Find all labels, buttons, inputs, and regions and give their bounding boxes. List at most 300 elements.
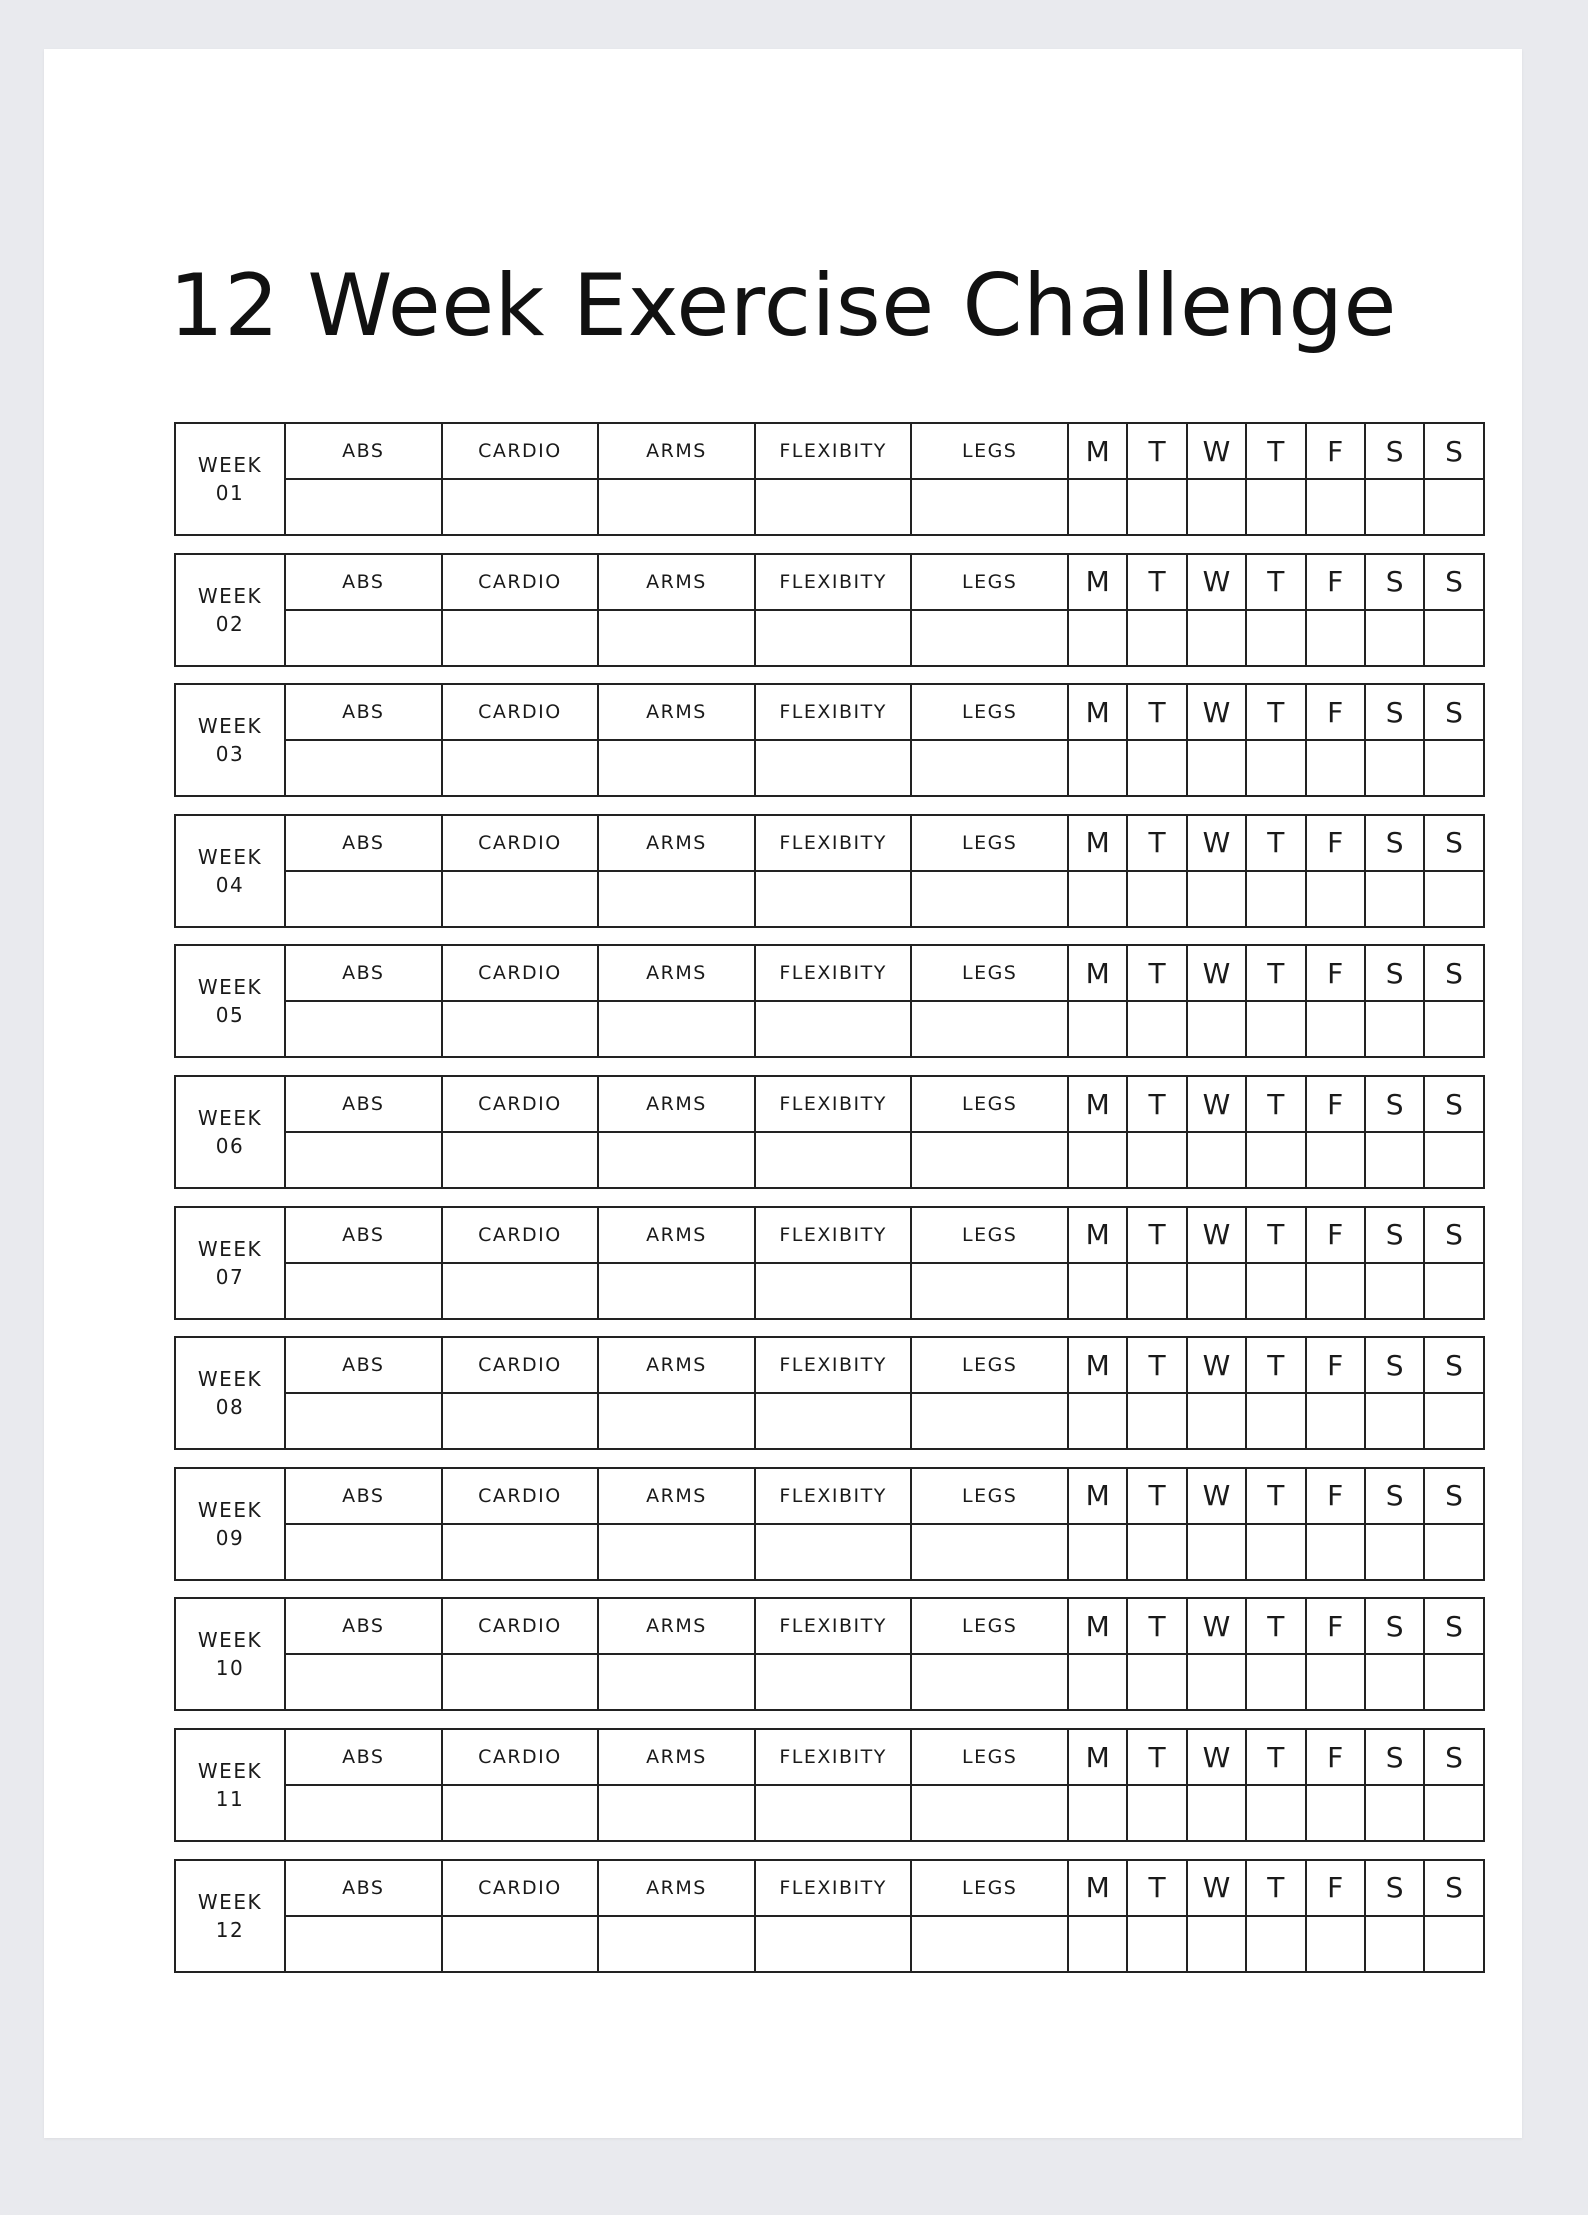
week-number: 02	[215, 611, 245, 636]
day-checkbox-cell[interactable]	[1187, 1524, 1246, 1580]
day-checkbox-cell[interactable]	[1365, 479, 1424, 535]
category-header: FLEXIBITY	[755, 945, 912, 1001]
day-checkbox-cell[interactable]	[1127, 1916, 1186, 1972]
category-entry-cell[interactable]	[285, 871, 442, 927]
week-number: 12	[215, 1917, 245, 1942]
day-checkbox-cell[interactable]	[1306, 1524, 1365, 1580]
day-header: S	[1365, 1468, 1424, 1524]
category-header: ABS	[285, 1860, 442, 1916]
category-entry-cell[interactable]	[598, 610, 755, 666]
category-header: FLEXIBITY	[755, 1729, 912, 1785]
category-entry-cell[interactable]	[442, 479, 599, 535]
day-checkbox-cell[interactable]	[1068, 1263, 1127, 1319]
category-header: LEGS	[911, 684, 1068, 740]
day-header: F	[1306, 684, 1365, 740]
day-checkbox-cell[interactable]	[1068, 740, 1127, 796]
category-entry-cell[interactable]	[442, 610, 599, 666]
category-entry-cell[interactable]	[442, 1263, 599, 1319]
category-entry-cell[interactable]	[911, 1654, 1068, 1710]
day-checkbox-cell[interactable]	[1306, 740, 1365, 796]
category-header: CARDIO	[442, 945, 599, 1001]
day-checkbox-cell[interactable]	[1306, 1001, 1365, 1057]
page-title: 12 Week Exercise Challenge	[169, 256, 1397, 356]
week-word: WEEK	[197, 1367, 263, 1392]
day-checkbox-cell[interactable]	[1424, 1263, 1483, 1319]
category-header: LEGS	[911, 1207, 1068, 1263]
day-checkbox-cell[interactable]	[1187, 1654, 1246, 1710]
week-label	[175, 423, 285, 535]
week-word: WEEK	[197, 1759, 263, 1783]
category-header: LEGS	[911, 1860, 1068, 1916]
day-header: T	[1246, 1729, 1305, 1785]
category-header: CARDIO	[442, 1468, 599, 1524]
week-label	[175, 945, 285, 1057]
day-header: S	[1424, 684, 1483, 740]
category-entry-cell[interactable]	[911, 740, 1068, 796]
category-entry-cell[interactable]	[285, 1654, 442, 1710]
day-header: S	[1424, 1729, 1483, 1785]
week-word: WEEK	[197, 1236, 263, 1261]
week-word: WEEK	[197, 1628, 263, 1653]
day-header: F	[1306, 1860, 1365, 1916]
day-header: S	[1365, 815, 1424, 871]
day-checkbox-cell[interactable]	[1068, 871, 1127, 927]
day-checkbox-cell[interactable]	[1365, 1263, 1424, 1319]
category-entry-cell[interactable]	[755, 1916, 912, 1972]
day-header: W	[1187, 1860, 1246, 1916]
day-header: T	[1127, 423, 1186, 479]
category-entry-cell[interactable]	[285, 1785, 442, 1841]
day-header: M	[1068, 684, 1127, 740]
day-checkbox-cell[interactable]	[1306, 1132, 1365, 1188]
day-header: F	[1306, 815, 1365, 871]
category-header: ABS	[285, 1598, 442, 1654]
day-checkbox-cell[interactable]	[1365, 1916, 1424, 1972]
category-entry-cell[interactable]	[442, 871, 599, 927]
day-header: W	[1187, 554, 1246, 610]
category-entry-cell[interactable]	[598, 1916, 755, 1972]
category-entry-cell[interactable]	[911, 1916, 1068, 1972]
category-entry-cell[interactable]	[598, 1263, 755, 1319]
category-header: LEGS	[911, 554, 1068, 610]
week-table	[174, 1336, 1485, 1450]
day-header: S	[1424, 423, 1483, 479]
day-checkbox-cell[interactable]	[1068, 1001, 1127, 1057]
category-entry-cell[interactable]	[442, 740, 599, 796]
day-checkbox-cell[interactable]	[1424, 740, 1483, 796]
day-checkbox-cell[interactable]	[1246, 479, 1305, 535]
day-checkbox-cell[interactable]	[1127, 740, 1186, 796]
week-number: 08	[215, 1395, 245, 1420]
day-header: F	[1306, 1076, 1365, 1132]
category-header: ABS	[285, 1207, 442, 1263]
day-checkbox-cell[interactable]	[1127, 871, 1186, 927]
category-header: ARMS	[598, 945, 755, 1001]
week-table	[174, 683, 1485, 797]
category-header: FLEXIBITY	[755, 1207, 912, 1263]
category-header: ARMS	[598, 1729, 755, 1785]
day-checkbox-cell[interactable]	[1424, 1001, 1483, 1057]
category-header: ARMS	[598, 1860, 755, 1916]
category-header: FLEXIBITY	[755, 815, 912, 871]
day-header: T	[1127, 1468, 1186, 1524]
category-header: LEGS	[911, 1598, 1068, 1654]
category-header: CARDIO	[442, 1207, 599, 1263]
category-header: ABS	[285, 1337, 442, 1393]
week-block	[174, 944, 1480, 1056]
category-entry-cell[interactable]	[755, 1785, 912, 1841]
category-header: CARDIO	[442, 815, 599, 871]
day-checkbox-cell[interactable]	[1068, 1132, 1127, 1188]
day-header: W	[1187, 423, 1246, 479]
day-header: T	[1127, 684, 1186, 740]
category-entry-cell[interactable]	[285, 610, 442, 666]
category-entry-cell[interactable]	[911, 1393, 1068, 1449]
category-entry-cell[interactable]	[285, 1524, 442, 1580]
day-checkbox-cell[interactable]	[1068, 1916, 1127, 1972]
category-header: LEGS	[911, 1337, 1068, 1393]
day-checkbox-cell[interactable]	[1306, 1916, 1365, 1972]
day-checkbox-cell[interactable]	[1365, 871, 1424, 927]
day-checkbox-cell[interactable]	[1127, 1654, 1186, 1710]
category-entry-cell[interactable]	[755, 1263, 912, 1319]
day-checkbox-cell[interactable]	[1187, 1132, 1246, 1188]
category-entry-cell[interactable]	[598, 1393, 755, 1449]
category-header: FLEXIBITY	[755, 1076, 912, 1132]
category-entry-cell[interactable]	[911, 1263, 1068, 1319]
week-word: WEEK	[197, 583, 263, 608]
day-checkbox-cell[interactable]	[1306, 1263, 1365, 1319]
day-checkbox-cell[interactable]	[1246, 1916, 1305, 1972]
week-label	[175, 1337, 285, 1449]
day-header: T	[1246, 945, 1305, 1001]
category-entry-cell[interactable]	[598, 1785, 755, 1841]
day-header: S	[1424, 1337, 1483, 1393]
day-checkbox-cell[interactable]	[1365, 1785, 1424, 1841]
day-checkbox-cell[interactable]	[1246, 1132, 1305, 1188]
day-header: S	[1365, 945, 1424, 1001]
day-checkbox-cell[interactable]	[1068, 1524, 1127, 1580]
day-header: T	[1246, 1076, 1305, 1132]
day-checkbox-cell[interactable]	[1424, 1654, 1483, 1710]
category-entry-cell[interactable]	[442, 1916, 599, 1972]
day-header: W	[1187, 1729, 1246, 1785]
day-checkbox-cell[interactable]	[1306, 871, 1365, 927]
day-checkbox-cell[interactable]	[1424, 479, 1483, 535]
day-checkbox-cell[interactable]	[1127, 1524, 1186, 1580]
category-header: ABS	[285, 1076, 442, 1132]
week-table	[174, 814, 1485, 928]
day-header: M	[1068, 554, 1127, 610]
category-header: CARDIO	[442, 1337, 599, 1393]
category-entry-cell[interactable]	[285, 1132, 442, 1188]
category-entry-cell[interactable]	[598, 1001, 755, 1057]
category-entry-cell[interactable]	[442, 1654, 599, 1710]
day-header: T	[1246, 684, 1305, 740]
day-checkbox-cell[interactable]	[1187, 871, 1246, 927]
day-header: F	[1306, 554, 1365, 610]
day-header: S	[1424, 1468, 1483, 1524]
category-entry-cell[interactable]	[755, 479, 912, 535]
week-label	[175, 1468, 285, 1580]
week-label	[175, 815, 285, 927]
category-entry-cell[interactable]	[911, 1524, 1068, 1580]
day-checkbox-cell[interactable]	[1187, 1263, 1246, 1319]
day-checkbox-cell[interactable]	[1246, 610, 1305, 666]
day-checkbox-cell[interactable]	[1187, 610, 1246, 666]
day-header: T	[1127, 1337, 1186, 1393]
category-entry-cell[interactable]	[285, 1001, 442, 1057]
day-checkbox-cell[interactable]	[1187, 479, 1246, 535]
week-table	[174, 1075, 1485, 1189]
category-entry-cell[interactable]	[911, 871, 1068, 927]
week-label	[175, 684, 285, 796]
day-checkbox-cell[interactable]	[1068, 479, 1127, 535]
week-word: WEEK	[197, 844, 263, 869]
day-header: S	[1365, 1337, 1424, 1393]
category-header: LEGS	[911, 423, 1068, 479]
week-number: 03	[215, 742, 245, 767]
day-header: S	[1365, 1076, 1424, 1132]
day-checkbox-cell[interactable]	[1187, 1393, 1246, 1449]
week-label	[175, 1076, 285, 1188]
day-header: F	[1306, 423, 1365, 479]
week-block	[174, 1728, 1480, 1840]
week-block	[174, 422, 1480, 534]
day-checkbox-cell[interactable]	[1424, 1393, 1483, 1449]
day-checkbox-cell[interactable]	[1365, 1132, 1424, 1188]
category-entry-cell[interactable]	[755, 1524, 912, 1580]
day-checkbox-cell[interactable]	[1187, 1001, 1246, 1057]
category-header: ARMS	[598, 1076, 755, 1132]
day-header: M	[1068, 1598, 1127, 1654]
day-checkbox-cell[interactable]	[1068, 610, 1127, 666]
day-checkbox-cell[interactable]	[1068, 1654, 1127, 1710]
category-entry-cell[interactable]	[285, 740, 442, 796]
category-entry-cell[interactable]	[755, 1654, 912, 1710]
day-checkbox-cell[interactable]	[1306, 610, 1365, 666]
week-block	[174, 1597, 1480, 1709]
week-table	[174, 422, 1485, 536]
day-checkbox-cell[interactable]	[1365, 1393, 1424, 1449]
category-header: CARDIO	[442, 684, 599, 740]
day-checkbox-cell[interactable]	[1365, 740, 1424, 796]
day-header: S	[1424, 1598, 1483, 1654]
day-checkbox-cell[interactable]	[1127, 479, 1186, 535]
week-block	[174, 814, 1480, 926]
category-entry-cell[interactable]	[442, 1001, 599, 1057]
category-entry-cell[interactable]	[598, 1524, 755, 1580]
category-header: CARDIO	[442, 1076, 599, 1132]
category-header: LEGS	[911, 1076, 1068, 1132]
week-word: WEEK	[197, 1889, 263, 1914]
day-checkbox-cell[interactable]	[1187, 740, 1246, 796]
day-header: M	[1068, 1468, 1127, 1524]
week-word: WEEK	[197, 1497, 263, 1522]
day-checkbox-cell[interactable]	[1246, 1263, 1305, 1319]
day-checkbox-cell[interactable]	[1127, 1132, 1186, 1188]
week-number: 01	[215, 481, 245, 505]
category-entry-cell[interactable]	[285, 479, 442, 535]
category-entry-cell[interactable]	[442, 1524, 599, 1580]
category-header: FLEXIBITY	[755, 1860, 912, 1916]
day-checkbox-cell[interactable]	[1246, 1524, 1305, 1580]
day-header: T	[1246, 1860, 1305, 1916]
week-block	[174, 683, 1480, 795]
day-checkbox-cell[interactable]	[1424, 610, 1483, 666]
week-number: 09	[215, 1525, 245, 1550]
category-entry-cell[interactable]	[911, 610, 1068, 666]
week-word: WEEK	[197, 714, 263, 739]
category-entry-cell[interactable]	[285, 1263, 442, 1319]
day-checkbox-cell[interactable]	[1246, 871, 1305, 927]
day-checkbox-cell[interactable]	[1365, 610, 1424, 666]
day-header: T	[1246, 554, 1305, 610]
day-header: T	[1127, 815, 1186, 871]
category-header: ABS	[285, 815, 442, 871]
day-checkbox-cell[interactable]	[1187, 1785, 1246, 1841]
day-checkbox-cell[interactable]	[1424, 1785, 1483, 1841]
category-header: ARMS	[598, 1207, 755, 1263]
day-header: W	[1187, 1076, 1246, 1132]
week-table	[174, 1597, 1485, 1711]
day-header: M	[1068, 1860, 1127, 1916]
day-header: T	[1246, 423, 1305, 479]
day-checkbox-cell[interactable]	[1306, 1654, 1365, 1710]
day-header: T	[1127, 554, 1186, 610]
planner-page	[44, 49, 1522, 2138]
day-checkbox-cell[interactable]	[1127, 1263, 1186, 1319]
category-entry-cell[interactable]	[911, 1001, 1068, 1057]
day-checkbox-cell[interactable]	[1306, 1785, 1365, 1841]
category-header: ABS	[285, 554, 442, 610]
day-checkbox-cell[interactable]	[1187, 1916, 1246, 1972]
day-header: F	[1306, 1598, 1365, 1654]
day-checkbox-cell[interactable]	[1246, 1654, 1305, 1710]
week-block	[174, 1075, 1480, 1187]
category-header: ARMS	[598, 1468, 755, 1524]
day-checkbox-cell[interactable]	[1246, 740, 1305, 796]
day-header: M	[1068, 945, 1127, 1001]
day-checkbox-cell[interactable]	[1306, 479, 1365, 535]
week-number: 06	[215, 1134, 245, 1158]
day-checkbox-cell[interactable]	[1127, 1785, 1186, 1841]
category-entry-cell[interactable]	[911, 1132, 1068, 1188]
day-checkbox-cell[interactable]	[1246, 1001, 1305, 1057]
category-header: ABS	[285, 684, 442, 740]
category-header: LEGS	[911, 1729, 1068, 1785]
day-checkbox-cell[interactable]	[1068, 1785, 1127, 1841]
day-checkbox-cell[interactable]	[1424, 871, 1483, 927]
day-header: T	[1127, 1729, 1186, 1785]
category-entry-cell[interactable]	[911, 1785, 1068, 1841]
category-entry-cell[interactable]	[598, 740, 755, 796]
day-header: M	[1068, 815, 1127, 871]
day-header: F	[1306, 1729, 1365, 1785]
day-checkbox-cell[interactable]	[1424, 1524, 1483, 1580]
category-entry-cell[interactable]	[755, 871, 912, 927]
day-header: T	[1127, 1860, 1186, 1916]
category-entry-cell[interactable]	[285, 1916, 442, 1972]
category-entry-cell[interactable]	[755, 1393, 912, 1449]
category-header: LEGS	[911, 815, 1068, 871]
week-number: 07	[215, 1264, 245, 1289]
category-entry-cell[interactable]	[598, 479, 755, 535]
category-header: ARMS	[598, 815, 755, 871]
week-table	[174, 1206, 1485, 1320]
category-header: ARMS	[598, 554, 755, 610]
day-header: S	[1365, 1729, 1424, 1785]
day-checkbox-cell[interactable]	[1068, 1393, 1127, 1449]
week-word: WEEK	[197, 453, 263, 477]
week-table	[174, 1728, 1485, 1842]
day-checkbox-cell[interactable]	[1424, 1132, 1483, 1188]
day-header: S	[1424, 554, 1483, 610]
category-entry-cell[interactable]	[598, 871, 755, 927]
day-header: M	[1068, 1729, 1127, 1785]
day-header: T	[1246, 1468, 1305, 1524]
category-header: ABS	[285, 1729, 442, 1785]
week-number: 05	[215, 1003, 245, 1028]
day-header: S	[1365, 1598, 1424, 1654]
day-header: T	[1127, 1076, 1186, 1132]
category-entry-cell[interactable]	[442, 1785, 599, 1841]
category-entry-cell[interactable]	[442, 1132, 599, 1188]
category-entry-cell[interactable]	[285, 1393, 442, 1449]
week-table	[174, 1859, 1485, 1973]
week-number: 11	[215, 1787, 245, 1811]
category-entry-cell[interactable]	[755, 740, 912, 796]
day-header: T	[1127, 1598, 1186, 1654]
day-checkbox-cell[interactable]	[1365, 1001, 1424, 1057]
day-checkbox-cell[interactable]	[1365, 1524, 1424, 1580]
category-header: FLEXIBITY	[755, 1337, 912, 1393]
week-label	[175, 1860, 285, 1972]
day-header: S	[1424, 815, 1483, 871]
day-checkbox-cell[interactable]	[1365, 1654, 1424, 1710]
category-header: LEGS	[911, 945, 1068, 1001]
week-table	[174, 553, 1485, 667]
category-entry-cell[interactable]	[755, 1132, 912, 1188]
category-entry-cell[interactable]	[911, 479, 1068, 535]
day-header: T	[1246, 1207, 1305, 1263]
day-header: T	[1127, 945, 1186, 1001]
week-block	[174, 1467, 1480, 1579]
day-header: W	[1187, 1337, 1246, 1393]
week-label	[175, 554, 285, 666]
week-label	[175, 1598, 285, 1710]
category-entry-cell[interactable]	[442, 1393, 599, 1449]
day-checkbox-cell[interactable]	[1246, 1393, 1305, 1449]
category-entry-cell[interactable]	[755, 1001, 912, 1057]
category-entry-cell[interactable]	[598, 1654, 755, 1710]
day-checkbox-cell[interactable]	[1127, 1001, 1186, 1057]
day-checkbox-cell[interactable]	[1306, 1393, 1365, 1449]
day-checkbox-cell[interactable]	[1246, 1785, 1305, 1841]
category-header: CARDIO	[442, 1860, 599, 1916]
category-header: FLEXIBITY	[755, 554, 912, 610]
day-header: M	[1068, 1337, 1127, 1393]
day-checkbox-cell[interactable]	[1127, 1393, 1186, 1449]
category-header: FLEXIBITY	[755, 684, 912, 740]
day-checkbox-cell[interactable]	[1127, 610, 1186, 666]
day-header: S	[1424, 1860, 1483, 1916]
day-checkbox-cell[interactable]	[1424, 1916, 1483, 1972]
category-header: CARDIO	[442, 1598, 599, 1654]
category-entry-cell[interactable]	[755, 610, 912, 666]
day-header: S	[1424, 945, 1483, 1001]
category-entry-cell[interactable]	[598, 1132, 755, 1188]
